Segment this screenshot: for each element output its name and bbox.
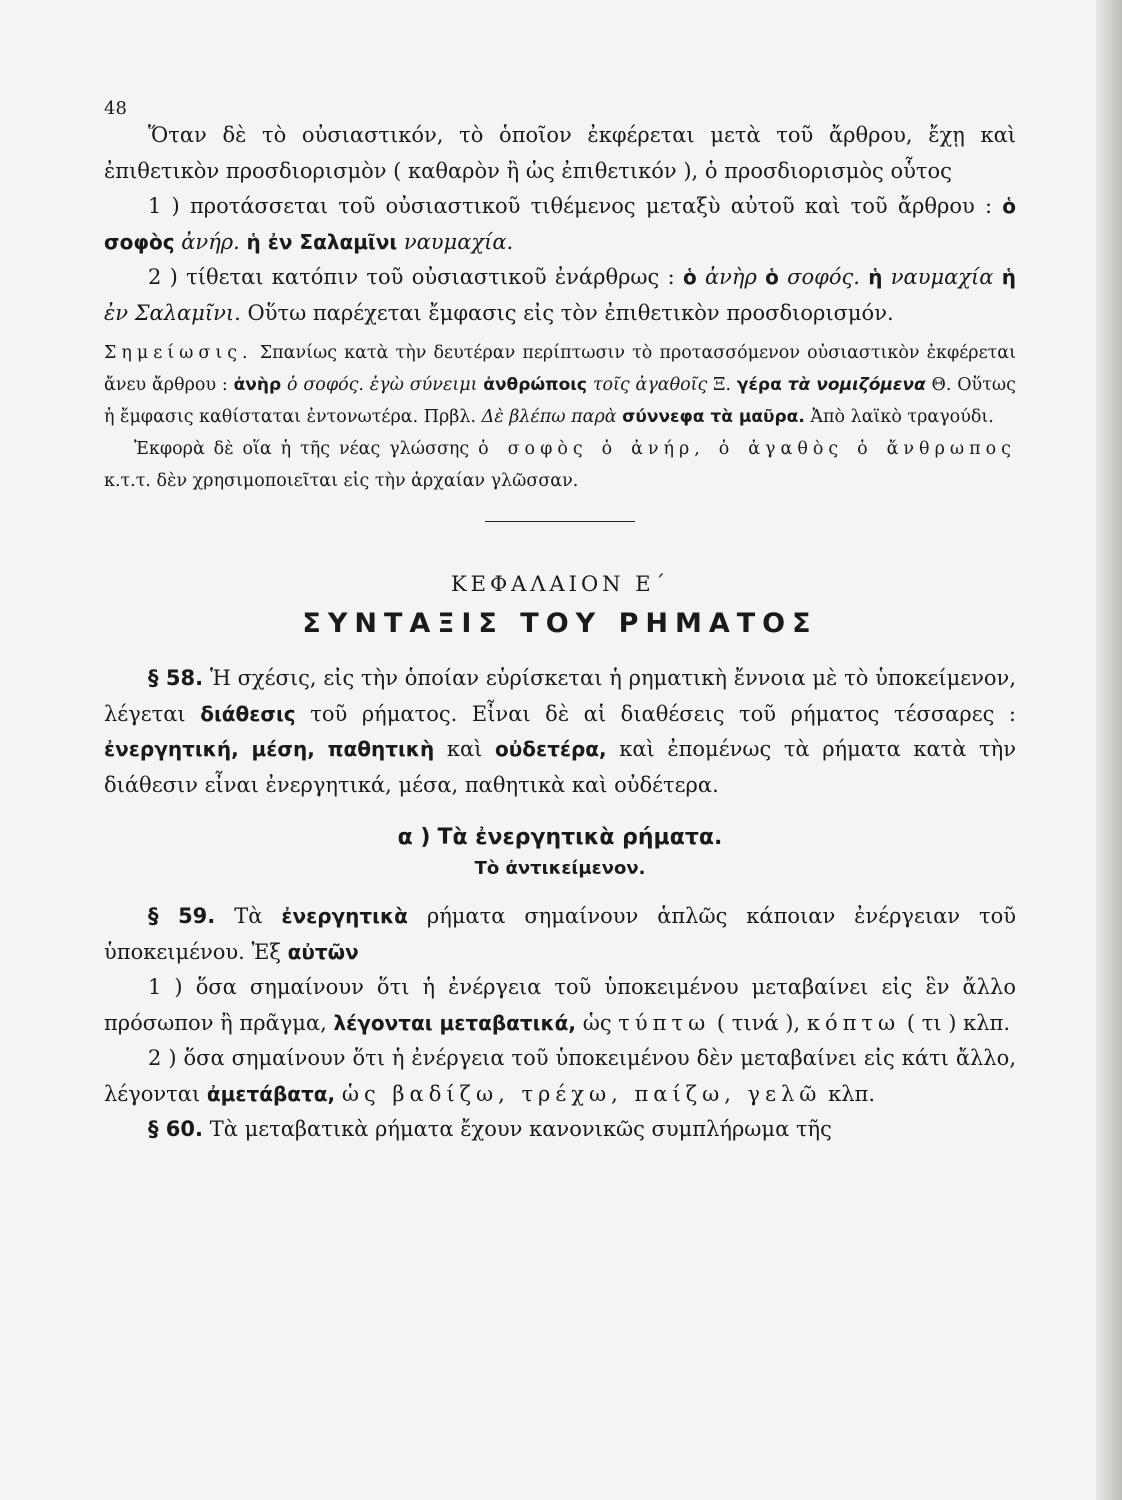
s58-text-2: τοῦ ρήματος. Εἶναι δὲ αἱ διαθέσεις τοῦ ρήματος τέσσαρες : xyxy=(310,701,1016,726)
section-59-item-1 xyxy=(104,970,1016,1041)
section-59-item-2 xyxy=(104,1041,1016,1112)
s58-text-3: καὶ xyxy=(446,737,483,761)
item2-example-italic-1: ἀνὴρ xyxy=(704,265,757,289)
note-bold-1: ἀνὴρ xyxy=(233,375,282,395)
page-number: 48 xyxy=(104,98,127,119)
s58-bold-1: διάθεσις xyxy=(200,701,296,726)
section-60 xyxy=(104,1112,1016,1148)
s59-text-2: ρήματα σημαίνουν ἁπλῶς κάποιαν ἐνέργειαν τοῦ ὑποκειμένου. Ἐξ xyxy=(104,904,1016,964)
item2-example-bold-2: ὁ xyxy=(765,265,779,289)
s59-item1-text-3: ( τινά ), xyxy=(716,1010,801,1035)
note-label: Σημείωσις. xyxy=(104,343,253,363)
note-bold-4: σύννεφα τὰ μαῦρα. xyxy=(622,407,805,427)
s58-text-1: Ἡ σχέσις, εἰς τὴν ὁποίαν εὑρίσκεται ἡ ρηματικὴ ἔννοια μὲ τὸ ὑποκείμενον, λέγεται xyxy=(104,666,1016,726)
chapter-title: ΣΥΝΤΑΞΙΣ ΤΟΥ ΡΗΜΑΤΟΣ xyxy=(302,608,818,639)
section-58 xyxy=(104,661,1016,803)
rule-item-2 xyxy=(104,260,1016,331)
s58-bold-2: ἐνεργητική, μέση, παθητικὴ xyxy=(104,737,435,761)
note-italic-4: Δὲ βλέπω παρὰ xyxy=(481,407,617,427)
intro-text: Ὅταν δὲ τὸ οὐσιαστικόν, τὸ ὁποῖον ἐκφέρεται μετὰ τοῦ ἄρθρου, ἔχῃ καὶ ἐπιθετικὸν προσδιορισμὸν ( καθαρὸν ἢ ὡς ἐπιθετικόν ), ὁ προσδιορισμὸς οὗτος xyxy=(104,123,1016,183)
item2-example-bold-1: ὁ xyxy=(682,265,697,289)
s58-bold-3: οὐδετέρα, xyxy=(494,737,607,761)
page-body xyxy=(104,118,1016,1148)
s59-item2-bold-1: ἀμετάβατα, xyxy=(206,1081,336,1106)
note-spaced-1: ὁ σοφὸς ὁ ἀνήρ, ὁ ἀγαθὸς ὁ ἄνθρωπος xyxy=(478,439,1016,459)
s59-bold-1: ἐνεργητικὰ xyxy=(281,904,408,928)
section-59 xyxy=(104,899,1016,970)
item2-example-italic-3: ναυμαχία xyxy=(890,265,994,289)
section-58-number: § 58. xyxy=(148,666,204,690)
s59-bold-2: αὐτῶν xyxy=(287,939,359,964)
note-text-5: Ἐκφορὰ δὲ οἵα ἡ τῆς νέας γλώσσης xyxy=(134,439,470,459)
s59-item1-spaced-2: κόπτω xyxy=(806,1010,901,1035)
note-text-2: Ξ. xyxy=(713,375,732,395)
item1-example-italic-1: ἀνήρ. xyxy=(181,229,240,254)
note-block xyxy=(104,337,1016,433)
note-bold-2: ἀνθρώποις xyxy=(483,375,587,395)
page-spine-shadow xyxy=(1096,0,1122,1500)
subheading-alpha: α ) xyxy=(397,825,431,850)
item2-tail: Οὕτω παρέχεται ἔμφασις εἰς τὸν ἐπιθετικὸν προσδιορισμόν. xyxy=(247,300,894,325)
intro-paragraph xyxy=(104,118,1016,189)
note-italic-3: τὰ νομιζόμενα xyxy=(787,375,926,395)
note-text-4: Ἀπὸ λαϊκὸ τραγούδι. xyxy=(810,407,994,427)
subheading-object xyxy=(104,858,1016,879)
s59-item1-bold-1: λέγονται μεταβατικά, xyxy=(333,1010,577,1035)
s59-item1-text-4: ( τι ) κλπ. xyxy=(906,1010,1011,1035)
section-60-number: § 60. xyxy=(148,1117,204,1141)
item2-example-bold-3: ἡ xyxy=(868,265,883,289)
item2-example-bold-4: ἡ xyxy=(1001,265,1016,289)
note-text-1: Σπανίως κατὰ τὴν δευτέραν περίπτωσιν τὸ προτασσόμενον οὐσιαστικὸν ἐκφέρεται ἄνευ ἄρθρου : xyxy=(104,343,1016,395)
note-text-6: κ.τ.τ. δὲν χρησιμοποιεῖται εἰς τὴν ἀρχαίαν γλῶσσαν. xyxy=(104,471,579,491)
section-divider xyxy=(485,521,635,522)
subheading-title: Τὰ ἐνεργητικὰ ρήματα. xyxy=(437,825,723,850)
subheading-object-text: Τὸ ἀντικείμενον. xyxy=(474,858,646,879)
section-59-number: § 59. xyxy=(148,904,216,928)
s59-item2-text-1: 2 ) ὅσα σημαίνουν ὅτι ἡ ἐνέργεια τοῦ ὑποκειμένου δὲν μεταβαίνει εἰς κάτι ἄλλο, λέγονται xyxy=(104,1046,1016,1106)
item2-text: 2 ) τίθεται κατόπιν τοῦ οὐσιαστικοῦ ἐνάρθρως : xyxy=(148,265,675,289)
chapter-label: ΚΕΦΑΛΑΙΟΝ Ε΄ xyxy=(450,572,670,596)
note-text-3: Θ. Οὕτως ἡ ἔμφασις καθίσταται ἐντονωτέρα. Πρβλ. xyxy=(104,375,1016,427)
item2-example-italic-2: σοφός. xyxy=(787,265,860,289)
note-block-2 xyxy=(104,433,1016,497)
s59-text-1: Τὰ xyxy=(234,904,263,928)
note-italic-2: τοῖς ἀγαθοῖς xyxy=(592,375,708,395)
item1-example-bold-2: ἡ ἐν Σαλαμῖνι xyxy=(246,229,398,254)
note-italic-1: ὁ σοφός. ἐγὼ σύνειμι xyxy=(286,375,478,395)
s59-item1-spaced-1: τύπτω xyxy=(618,1010,711,1035)
item1-example-italic-2: ναυμαχία. xyxy=(403,229,514,254)
s60-text-1: Τὰ μεταβατικὰ ρήματα ἔχουν κανονικῶς συμπλήρωμα τῆς xyxy=(209,1117,832,1141)
item2-example-italic-4: ἐν Σαλαμῖνι. xyxy=(104,300,241,325)
rule-item-1 xyxy=(104,189,1016,260)
item1-text: 1 ) προτάσσεται τοῦ οὐσιαστικοῦ τιθέμενος μεταξὺ αὐτοῦ καὶ τοῦ ἄρθρου : xyxy=(148,194,993,218)
subheading-active-verbs xyxy=(104,825,1016,850)
s58-text-4: καὶ ἐπομένως τὰ ρήματα κατὰ τὴν διάθεσιν εἶναι ἐνεργητικά, μέσα, παθητικὰ καὶ οὐδέτερα. xyxy=(104,737,1016,797)
s59-item1-text-2: ὡς xyxy=(582,1010,612,1035)
note-bold-3: γέρα xyxy=(736,375,782,395)
s59-item2-spaced-1: ὡς βαδίζω, τρέχω, παίζω, γελῶ xyxy=(341,1081,822,1106)
s59-item2-text-2: κλπ. xyxy=(828,1081,876,1106)
s59-item1-text-1: 1 ) ὅσα σημαίνουν ὅτι ἡ ἐνέργεια τοῦ ὑποκειμένου μεταβαίνει εἰς ἓν ἄλλο πρόσωπον ἢ πρᾶγμα, xyxy=(104,975,1016,1035)
item1-example-bold-1: ὁ σοφὸς xyxy=(104,194,1016,254)
